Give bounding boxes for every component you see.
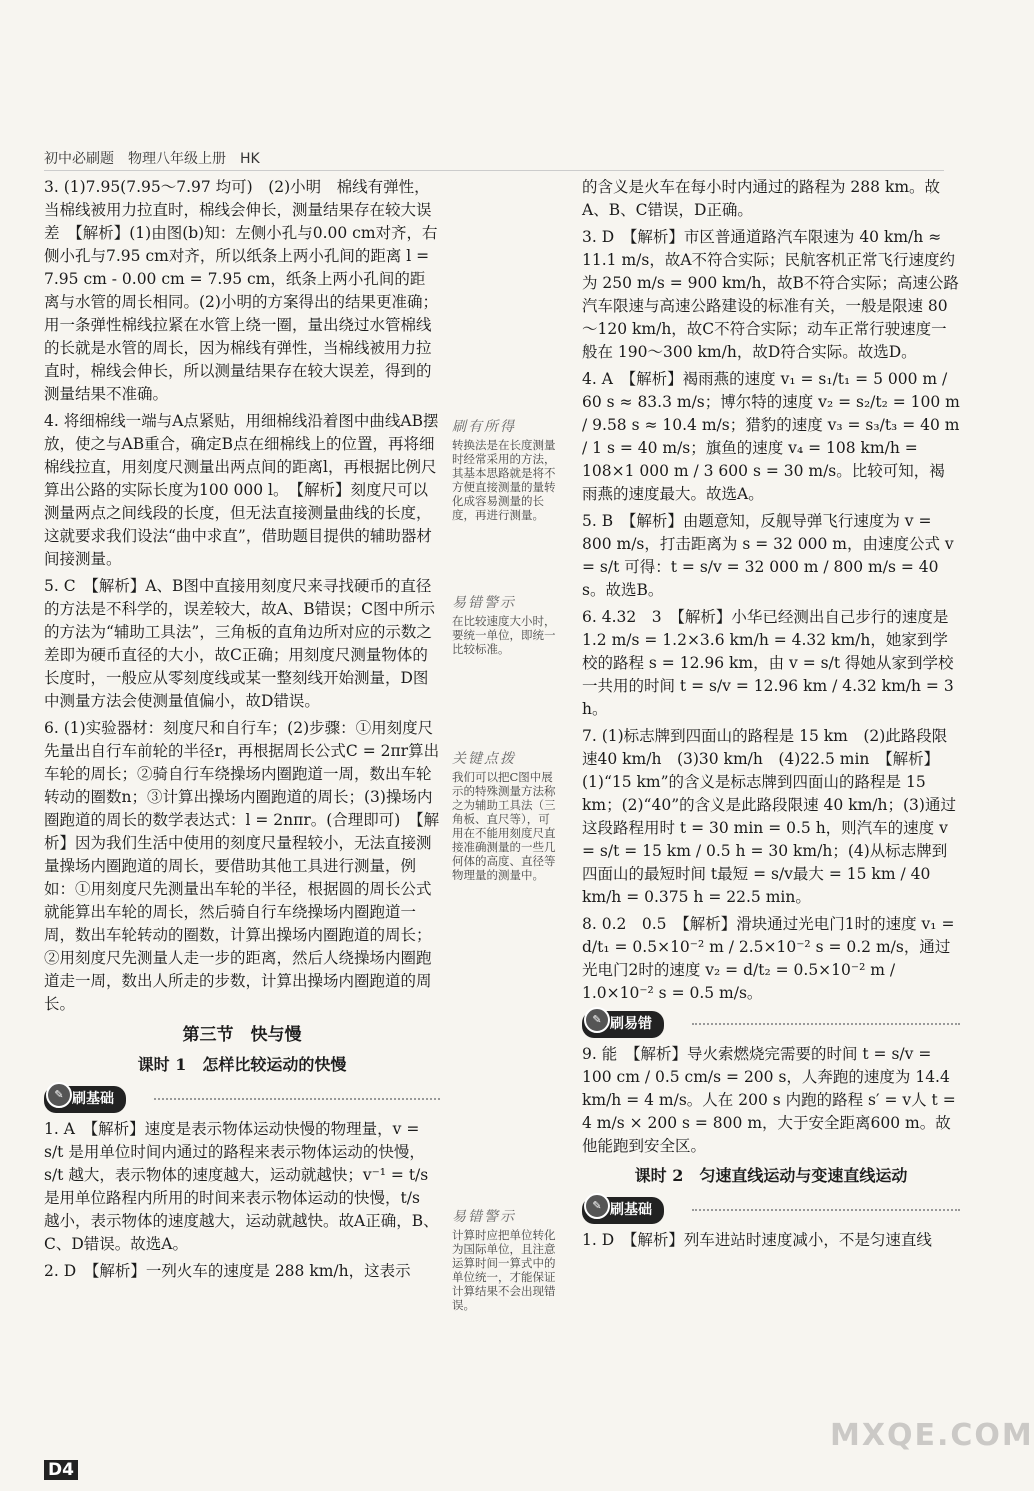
sidenote-4-text: 计算时应把单位转化为国际单位，且注意运算时间一算式中的单位统一，才能保证计算结果不会出现错误。 (452, 1228, 556, 1312)
badge-mistakes-label: 刷易错 (610, 1016, 652, 1032)
dotted-divider (692, 1209, 960, 1211)
answer-q4: 4. 将细棉线一端与A点紧贴，用细棉线沿着图中曲线AB摆放，使之与AB重合，确定B点在细棉线上的位置，再将细棉线拉直，用刻度尺测量出两点间的距离l，再根据比例尺算出公路的实际长度为100 000 l。 【解析】刻度尺可以测量两点之间线段的长度，但无法直接测量曲线的长度，这就要求我们设法“曲中求直”，借助题目提供的辅助器材间接测量。 (44, 412, 439, 568)
answer-continuation: 的含义是火车在每小时内通过的路程为 288 km。故A、B、C错误，D正确。 (582, 178, 941, 219)
sidenote-1 (452, 420, 556, 522)
sidenote-3-tag: 关键点拨 (452, 751, 516, 767)
lesson-2-title: 课时 2 匀速直线运动与变速直线运动 (634, 1166, 908, 1185)
answer-lesson1-q1: 1. A 【解析】速度是表示物体运动快慢的物理量，v = s/t 是用单位时间内通过的路程来表示物体运动的快慢，s/t 越大，表示物体的速度越大，运动就越快；v⁻¹ = t/s 是用单位路程内所用的时间来表示物体运动的快慢，t/s 越小，表示物体的速度越大，运动就越快。故A正确，B、C、D错误。故选A。 (44, 1120, 439, 1253)
answer-r-q5: 5. B 【解析】由题意知，反舰导弹飞行速度为 v = 800 m/s，打击距离为 s = 32 000 m，由速度公式 v = s/t 可得：t = s/v = 32 000 m / 800 m/s = 40 s。故选B。 (582, 512, 954, 599)
pencil-icon: ✎ (584, 1193, 610, 1219)
answer-q3: 3. (1)7.95(7.95～7.97 均可) (2)小明 棉线有弹性，当棉线被用力拉直时，棉线会伸长，测量结果存在较大误差 【解析】(1)由图(b)知：左侧小孔与0.00 cm对齐，右侧小孔与7.95 cm对齐，所以纸条上两小孔间的距离 l = 7.95 cm - 0.00 cm = 7.95 cm，纸条上两小孔间的距离与水管的周长相同。(2)小明的方案得出的结果更准确；用一条弹性棉线拉紧在水管上绕一圈，量出绕过水管棉线的长就是水管的周长，因为棉线有弹性，当棉线被用力拉直时，棉线会伸长，所以测量结果存在较大误差，得到的测量结果不准确。 (44, 178, 438, 403)
sidenote-1-tag: 刷有所得 (452, 419, 516, 435)
header-text: 初中必刷题 物理八年级上册 HK (44, 151, 260, 167)
badge-row-basics-2 (582, 1197, 960, 1223)
dotted-divider (692, 1023, 960, 1025)
answer-q6: 6. (1)实验器材：刻度尺和自行车；(2)步骤：①用刻度尺先量出自行车前轮的半径r，再根据周长公式C = 2πr算出车轮的周长；②骑自行车绕操场内圈跑道一周，数出车轮转动的圈数n；③计算出操场内圈跑道的周长；(3)操场内圈跑道的周长的数学表达式：l = 2nπr。(合理即可) 【解析】因为我们生活中使用的刻度尺量程较小，无法直接测量操场内圈跑道的周长，要借助其他工具进行测量，例如：①用刻度尺先测量出车轮的半径，根据圆的周长公式就能算出车轮的周长，然后骑自行车绕操场内圈跑道一周，数出车轮转动的圈数，计算出操场内圈跑道的周长；②用刻度尺先测量人走一步的距离，然后人绕操场内圈跑道走一周，数出人所走的步数，计算出操场内圈跑道的周长。 (44, 719, 440, 1013)
pencil-icon: ✎ (584, 1007, 610, 1033)
sidenote-2-text: 在比较速度大小时，要统一单位，即统一比较标准。 (452, 614, 556, 656)
answer-r-q3: 3. D 【解析】市区普通道路汽车限速为 40 km/h ≈ 11.1 m/s，故A不符合实际；民航客机正常飞行速度约为 250 m/s = 900 km/h，故B不符合实际；高速公路汽车限速与高速公路建设的标准有关，一般是限速 80～120 km/h，故C不符合实际；动车正常行驶速度一般在 190～300 km/h，故D符合实际。故选D。 (582, 228, 959, 361)
answer-lesson1-q2: 2. D 【解析】一列火车的速度是 288 km/h，这表示 (44, 1262, 411, 1280)
answer-q5: 5. C 【解析】A、B图中直接用刻度尺来寻找硬币的直径的方法是不科学的，误差较大，故A、B错误；C图中所示的方法为“辅助工具法”，三角板的直角边所对应的示数之差即为硬币直径的大小，故C正确；用刻度尺测量物体的长度时，一般应从零刻度线或某一整刻线开始测量，D图中测量方法会使测量值偏小，故D错误。 (44, 577, 435, 710)
sidenote-2 (452, 596, 556, 656)
answer-r-q4: 4. A 【解析】褐雨燕的速度 v₁ = s₁/t₁ = 5 000 m / 60 s ≈ 83.3 m/s；博尔特的速度 v₂ = s₂/t₂ = 100 m / 9.58 s ≈ 10.4 m/s；猎豹的速度 v₃ = s₃/t₃ = 40 m / 1 s = 40 m/s；旗鱼的速度 v₄ = 108 km/h = 108×1 000 m / 3 600 s = 30 m/s。比较可知，褐雨燕的速度最大。故选A。 (582, 370, 960, 503)
badge-basics-2-label: 刷基础 (610, 1202, 652, 1218)
sidenote-3-text: 我们可以把C图中展示的特殊测量方法称之为辅助工具法（三角板、直尺等），可用在不能用刻度尺直接准确测量的一些几何体的高度、直径等物理量的测量中。 (452, 770, 556, 882)
badge-row-mistakes (582, 1011, 960, 1037)
section-title: 第三节 快与慢 (182, 1025, 302, 1045)
badge-basics (44, 1086, 126, 1113)
right-column (582, 176, 960, 1256)
page-number: D4 (44, 1460, 78, 1480)
sidenote-3 (452, 752, 556, 882)
watermark: MXQE.COM (830, 1418, 1034, 1453)
answer-r-q6: 6. 4.32 3 【解析】小华已经测出自己步行的速度是 1.2 m/s = 1.2×3.6 km/h = 4.32 km/h，她家到学校的路程 s = 12.96 km，由 v = s/t 得她从家到学校一共用的时间 t = s/v = 12.96 km / 4.32 km/h = 3 h。 (582, 608, 954, 718)
dotted-divider (154, 1098, 440, 1100)
sidenote-2-tag: 易错警示 (452, 595, 516, 611)
sidenote-4-tag: 易错警示 (452, 1209, 516, 1225)
answer-lesson2-q1: 1. D 【解析】列车进站时速度减小，不是匀速直线 (582, 1231, 932, 1249)
badge-mistakes (582, 1011, 664, 1038)
badge-row-basics (44, 1086, 440, 1112)
sidenote-4 (452, 1210, 556, 1312)
answer-r-q7: 7. (1)标志牌到四面山的路程是 15 km (2)此路段限速40 km/h (3)30 km/h (4)22.5 min 【解析】(1)“15 km”的含义是标志牌到四面山的路程是 15 km；(2)“40”的含义是此路段限速 40 km/h；(3)通过这段路程用时 t = 30 min = 0.5 h，则汽车的速度 v = s/t = 15 km / 0.5 h = 30 km/h；(4)从标志牌到四面山的最短时间 t最短 = s/v最大 = 15 km / 40 km/h = 0.375 h = 22.5 min。 (582, 727, 956, 906)
answer-r-q9: 9. 能 【解析】导火索燃烧完需要的时间 t = s/v = 100 cm / 0.5 cm/s = 200 s，人奔跑的速度为 14.4 km/h = 4 m/s。人在 200 s 内跑的路程 s′ = v人 t = 4 m/s × 200 s = 800 m，大于安全距离600 m。故他能跑到安全区。 (582, 1045, 956, 1155)
header-rule (44, 170, 944, 171)
left-column (44, 176, 440, 1287)
badge-basics-2 (582, 1197, 664, 1224)
sidenote-1-text: 转换法是在长度测量时经常采用的方法，其基本思路就是将不方便直接测量的量转化成容易测量的长度，再进行测量。 (452, 438, 556, 522)
badge-basics-label: 刷基础 (72, 1091, 114, 1107)
pencil-icon: ✎ (46, 1082, 72, 1108)
answer-r-q8: 8. 0.2 0.5 【解析】滑块通过光电门1时的速度 v₁ = d/t₁ = 0.5×10⁻² m / 2.5×10⁻² s = 0.2 m/s，通过光电门2时的速度 v₂ = d/t₂ = 0.5×10⁻² m / 1.0×10⁻² s = 0.5 m/s。 (582, 915, 955, 1002)
page-header (44, 148, 260, 168)
lesson-1-title: 课时 1 怎样比较运动的快慢 (137, 1055, 347, 1074)
